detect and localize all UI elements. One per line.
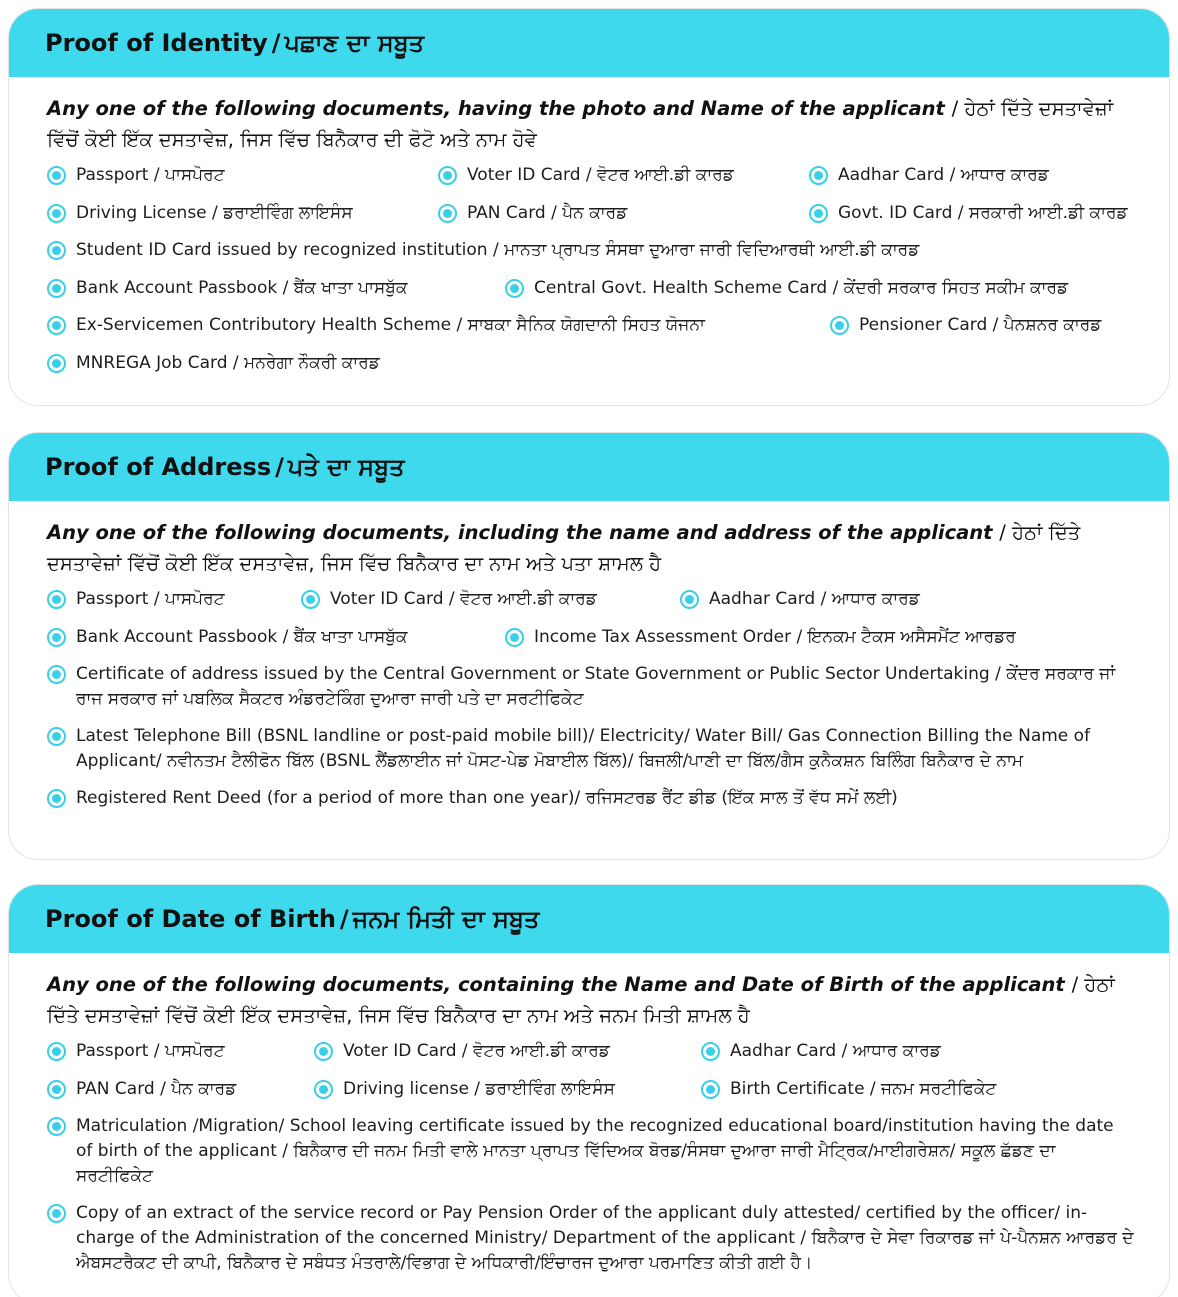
item-label: PAN Card / ਪੈਨ ਕਾਰਡ (76, 1078, 237, 1099)
item-label: Registered Rent Deed (for a period of more than one year)/ ਰਜਿਸਟਰਡ ਰੈਂਟ ਡੀਡ (ਇੱਕ ਸਾਲ ਤੋਂ ਵੱਧ ਸਮੇਂ ਲਈ) (76, 788, 898, 808)
item-label: Birth Certificate / ਜਨਮ ਸਰਟੀਫਿਕੇਟ (730, 1078, 997, 1099)
item-label: Aadhar Card / ਆਧਾਰ ਕਾਰਡ (838, 165, 1049, 185)
bullet-icon (809, 204, 828, 223)
bullet-icon (47, 166, 66, 185)
item-label: Any one of the following documents, containing the Name and Date of Birth of the applicant (47, 973, 1065, 996)
bullet-icon (47, 665, 66, 684)
item-label: ਹੇਠਾਂ ਦਿੱਤੇ ਦਸਤਾਵੇਜ਼ਾਂ ਵਿੱਚੋਂ ਕੋਈ ਇੱਕ ਦਸਤਾਵੇਜ਼, ਜਿਸ ਵਿੱਚ ਬਿਨੈਕਾਰ ਦੀ ਫੋਟੋ ਅਤੇ ਨਾਮ ਹੋਵੇ (47, 97, 1114, 151)
item-label: Aadhar Card / ਆਧਾਰ ਕਾਰਡ (730, 1041, 941, 1061)
list-item (47, 786, 1145, 811)
bullet-icon (314, 1080, 333, 1099)
item-label: Proof of Address (45, 453, 272, 481)
list-item (314, 1077, 615, 1102)
proof-of-identity-title: Proof of Identity / ਪਛਾਣ ਦਾ ਸਬੂਤ (45, 29, 425, 57)
item-label: Voter ID Card / ਵੋਟਰ ਆਈ.ਡੀ ਕਾਰਡ (343, 1041, 610, 1061)
bullet-icon (47, 628, 66, 647)
bullet-icon (47, 1080, 66, 1099)
item-label: Proof of Identity (45, 29, 268, 57)
bullet-icon (47, 354, 66, 373)
proof-of-address-card (8, 432, 1170, 860)
proof-of-identity-intro: Any one of the following documents, having the photo and Name of the applicant / ਹੇਠਾਂ ਦਿੱਤੇ ਦਸਤਾਵੇਜ਼ਾਂ ਵਿੱਚੋਂ ਕੋਈ ਇੱਕ ਦਸਤਾਵੇਜ਼, ਜਿਸ ਵਿੱਚ ਬਿਨੈਕਾਰ ਦੀ ਫੋਟੋ ਅਤੇ ਨਾਮ ਹੋਵੇ (47, 97, 1114, 151)
bullet-icon (830, 316, 849, 335)
list-item (47, 201, 353, 226)
list-item (505, 276, 1068, 301)
item-label: Ex-Servicemen Contributory Health Scheme / ਸਾਬਕਾ ਸੈਨਿਕ ਯੋਗਦਾਨੀ ਸਿਹਤ ਯੋਜਨਾ (76, 315, 705, 335)
item-label: ਪਛਾਣ ਦਾ ਸਬੂਤ (284, 29, 425, 57)
bullet-icon (314, 1042, 333, 1061)
bullet-icon (438, 204, 457, 223)
item-label: Student ID Card issued by recognized institution / ਮਾਨਤਾ ਪ੍ਰਾਪਤ ਸੰਸਥਾ ਦੁਆਰਾ ਜਾਰੀ ਵਿਦਿਆਰਥੀ ਆਈ.ਡੀ ਕਾਰਡ (76, 240, 920, 260)
item-label: Driving license / ਡਰਾਈਵਿੰਗ ਲਾਇਸੰਸ (343, 1078, 615, 1099)
bullet-icon (47, 789, 66, 808)
bullet-icon (47, 727, 66, 746)
list-item (47, 238, 919, 263)
item-label: PAN Card / ਪੈਨ ਕਾਰਡ (467, 202, 628, 223)
bullet-icon (47, 590, 66, 609)
item-label: Passport / ਪਾਸਪੋਰਟ (76, 589, 225, 609)
list-item (680, 587, 920, 612)
list-item (505, 625, 1016, 650)
item-label: Voter ID Card / ਵੋਟਰ ਆਈ.ਡੀ ਕਾਰਡ (330, 589, 597, 609)
list-item (701, 1077, 996, 1102)
proof-of-dob-intro: Any one of the following documents, containing the Name and Date of Birth of the applicant / ਹੇਠਾਂ ਦਿੱਤੇ ਦਸਤਾਵੇਜ਼ਾਂ ਵਿੱਚੋਂ ਕੋਈ ਇੱਕ ਦਸਤਾਵੇਜ਼, ਜਿਸ ਵਿੱਚ ਬਿਨੈਕਾਰ ਦਾ ਨਾਮ ਅਤੇ ਜਨਮ ਮਿਤੀ ਸ਼ਾਮਲ ਹੈ (47, 973, 1115, 1027)
bullet-icon (47, 1117, 66, 1136)
item-label: Govt. ID Card / ਸਰਕਾਰੀ ਆਈ.ਡੀ ਕਾਰਡ (838, 202, 1128, 223)
list-item (47, 351, 380, 376)
proof-of-identity-header (9, 9, 1169, 77)
item-label: Driving License / ਡਰਾਈਵਿੰਗ ਲਾਇਸੰਸ (76, 202, 353, 223)
item-label: Any one of the following documents, including the name and address of the applicant (47, 521, 993, 544)
list-item (47, 724, 1145, 774)
list-item (47, 1114, 1145, 1189)
list-item (830, 313, 1101, 338)
item-label: Pensioner Card / ਪੈਨਸ਼ਨਰ ਕਾਰਡ (859, 315, 1102, 335)
proof-of-dob-header (9, 885, 1169, 953)
proof-of-dob-title: Proof of Date of Birth / ਜਨਮ ਮਿਤੀ ਦਾ ਸਬੂਤ (45, 905, 540, 933)
item-label: Proof of Date of Birth (45, 905, 336, 933)
list-item (809, 201, 1128, 226)
list-item (47, 313, 705, 338)
bullet-icon (47, 279, 66, 298)
bullet-icon (47, 1204, 66, 1223)
bullet-icon (47, 241, 66, 260)
list-item (47, 1201, 1145, 1276)
list-item (47, 625, 407, 650)
list-item (701, 1039, 941, 1064)
item-label: Bank Account Passbook / ਬੈਂਕ ਖਾਤਾ ਪਾਸਬੁੱਕ (76, 277, 408, 298)
item-label: Aadhar Card / ਆਧਾਰ ਕਾਰਡ (709, 589, 920, 609)
proof-of-address-title: Proof of Address / ਪਤੇ ਦਾ ਸਬੂਤ (45, 453, 405, 481)
list-item (438, 201, 627, 226)
item-label: Voter ID Card / ਵੋਟਰ ਆਈ.ਡੀ ਕਾਰਡ (467, 165, 734, 185)
item-label: ਪਤੇ ਦਾ ਸਬੂਤ (287, 453, 405, 481)
list-item (47, 587, 225, 612)
proof-of-address-intro: Any one of the following documents, including the name and address of the applicant / ਹੇਠਾਂ ਦਿੱਤੇ ਦਸਤਾਵੇਜ਼ਾਂ ਵਿੱਚੋਂ ਕੋਈ ਇੱਕ ਦਸਤਾਵੇਜ਼, ਜਿਸ ਵਿੱਚ ਬਿਨੈਕਾਰ ਦਾ ਨਾਮ ਅਤੇ ਪਤਾ ਸ਼ਾਮਲ ਹੈ (47, 521, 1081, 575)
bullet-icon (701, 1080, 720, 1099)
item-label: Central Govt. Health Scheme Card / ਕੇਂਦਰੀ ਸਰਕਾਰ ਸਿਹਤ ਸਕੀਮ ਕਾਰਡ (534, 277, 1069, 298)
item-label: Copy of an extract of the service record or Pay Pension Order of the applicant duly attested/ certified by the officer/ in-charge of the Administration of the concerned Ministry/ Department of the applicant / ਬਿਨੈਕਾਰ ਦੇ ਸੇਵਾ ਰਿਕਾਰਡ ਜਾਂ ਪੇ-ਪੈਨਸ਼ਨ ਆਰਡਰ ਦੇ ਐਬਸਟਰੈਕਟ ਦੀ ਕਾਪੀ, ਬਿਨੈਕਾਰ ਦੇ ਸਬੰਧਤ ਮੰਤਰਾਲੇ/ਵਿਭਾਗ ਦੇ ਅਧਿਕਾਰੀ/ਇੰਚਾਰਜ ਦੁਆਰਾ ਪਰਮਾਣਿਤ ਕੀਤੀ ਗਈ ਹੈ। (76, 1203, 1134, 1273)
proof-of-identity-card (8, 8, 1170, 406)
proof-of-address-header (9, 433, 1169, 501)
list-item (47, 1077, 236, 1102)
item-label: Income Tax Assessment Order / ਇਨਕਮ ਟੈਕਸ ਅਸੈਸਮੈਂਟ ਆਰਡਰ (534, 626, 1016, 647)
list-item (301, 587, 597, 612)
bullet-icon (809, 166, 828, 185)
item-label: ਹੇਠਾਂ ਦਿੱਤੇ ਦਸਤਾਵੇਜ਼ਾਂ ਵਿੱਚੋਂ ਕੋਈ ਇੱਕ ਦਸਤਾਵੇਜ਼, ਜਿਸ ਵਿੱਚ ਬਿਨੈਕਾਰ ਦਾ ਨਾਮ ਅਤੇ ਪਤਾ ਸ਼ਾਮਲ ਹੈ (47, 521, 1081, 575)
list-item (438, 163, 734, 188)
bullet-icon (701, 1042, 720, 1061)
list-item (47, 662, 1145, 712)
item-label: Passport / ਪਾਸਪੋਰਟ (76, 1041, 225, 1061)
bullet-icon (301, 590, 320, 609)
list-item (809, 163, 1049, 188)
list-item (47, 276, 407, 301)
item-label: Bank Account Passbook / ਬੈਂਕ ਖਾਤਾ ਪਾਸਬੁੱਕ (76, 626, 408, 647)
bullet-icon (438, 166, 457, 185)
list-item (47, 1039, 225, 1064)
bullet-icon (505, 279, 524, 298)
proof-of-dob-card (8, 884, 1170, 1297)
item-label: Any one of the following documents, having the photo and Name of the applicant (47, 97, 945, 120)
bullet-icon (47, 204, 66, 223)
item-label: ਹੇਠਾਂ ਦਿੱਤੇ ਦਸਤਾਵੇਜ਼ਾਂ ਵਿੱਚੋਂ ਕੋਈ ਇੱਕ ਦਸਤਾਵੇਜ਼, ਜਿਸ ਵਿੱਚ ਬਿਨੈਕਾਰ ਦਾ ਨਾਮ ਅਤੇ ਜਨਮ ਮਿਤੀ ਸ਼ਾਮਲ ਹੈ (47, 973, 1115, 1027)
list-item (47, 163, 225, 188)
bullet-icon (47, 1042, 66, 1061)
item-label: Latest Telephone Bill (BSNL landline or post-paid mobile bill)/ Electricity/ Water Bill/ Gas Connection Billing the Name of Applicant/ ਨਵੀਨਤਮ ਟੈਲੀਫੋਨ ਬਿੱਲ (BSNL ਲੈਂਡਲਾਈਨ ਜਾਂ ਪੋਸਟ-ਪੇਡ ਮੋਬਾਈਲ ਬਿੱਲ)/ ਬਿਜਲੀ/ਪਾਣੀ ਦਾ ਬਿੱਲ/ਗੈਸ ਕੁਨੈਕਸ਼ਨ ਬਿਲਿੰਗ ਬਿਨੈਕਾਰ ਦੇ ਨਾਮ (76, 726, 1091, 771)
bullet-icon (47, 316, 66, 335)
item-label: Matriculation /Migration/ School leaving certificate issued by the recognized educational board/institution having the date of birth of the applicant / ਬਿਨੈਕਾਰ ਦੀ ਜਨਮ ਮਿਤੀ ਵਾਲੇ ਮਾਨਤਾ ਪ੍ਰਾਪਤ ਵਿੱਦਿਅਕ ਬੋਰਡ/ਸੰਸਥਾ ਦੁਆਰਾ ਜਾਰੀ ਮੈਟ੍ਰਿਕ/ਮਾਈਗਰੇਸ਼ਨ/ ਸਕੂਲ ਛੱਡਣ ਦਾ ਸਰਟੀਫਿਕੇਟ (76, 1116, 1114, 1186)
item-label: Certificate of address issued by the Central Government or State Government or Public Sector Undertaking / ਕੇਂਦਰ ਸਰਕਾਰ ਜਾਂ ਰਾਜ ਸਰਕਾਰ ਜਾਂ ਪਬਲਿਕ ਸੈਕਟਰ ਅੰਡਰਟੇਕਿੰਗ ਦੁਆਰਾ ਜਾਰੀ ਪਤੇ ਦਾ ਸਰਟੀਫਿਕੇਟ (76, 664, 1116, 709)
item-label: Passport / ਪਾਸਪੋਰਟ (76, 165, 225, 185)
list-item (314, 1039, 610, 1064)
item-label: MNREGA Job Card / ਮਨਰੇਗਾ ਨੌਕਰੀ ਕਾਰਡ (76, 352, 380, 373)
bullet-icon (505, 628, 524, 647)
bullet-icon (680, 590, 699, 609)
item-label: ਜਨਮ ਮਿਤੀ ਦਾ ਸਬੂਤ (352, 905, 540, 933)
